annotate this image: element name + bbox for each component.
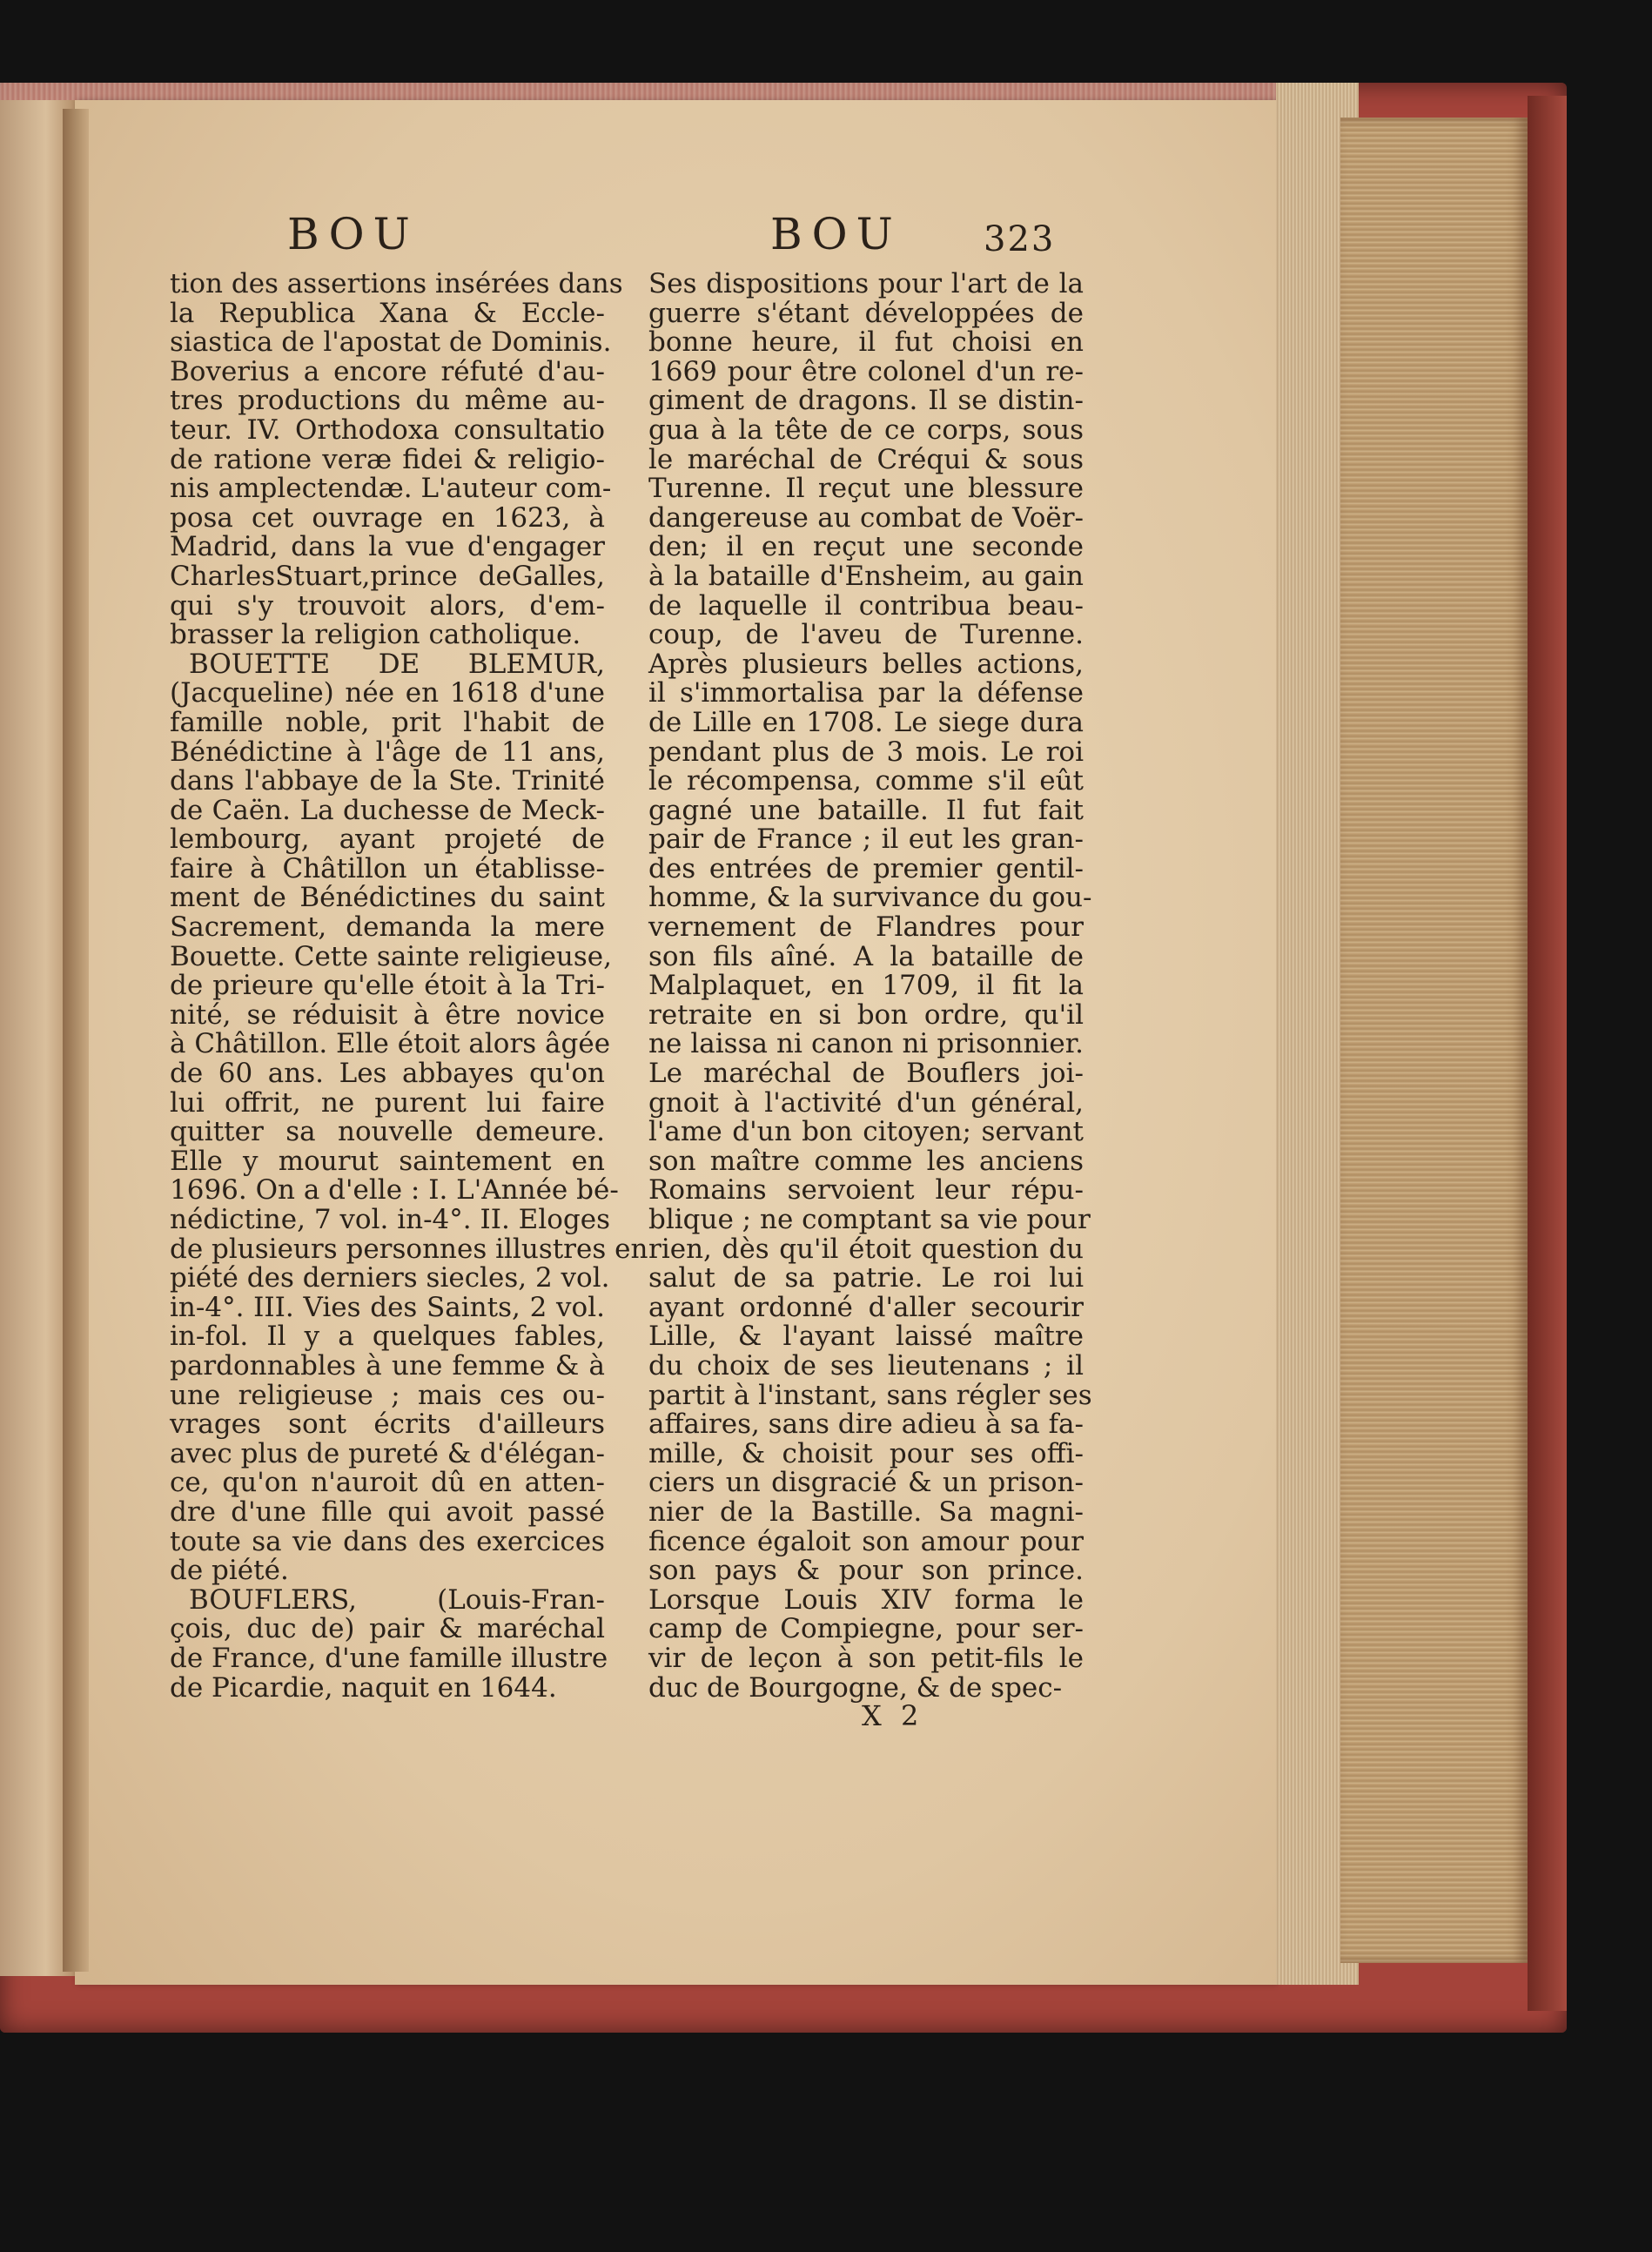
text-line: gua à la tête de ce corps, sous — [648, 413, 1084, 446]
text-line: ficence égaloit son amour pour — [648, 1525, 1084, 1557]
text-line: camp de Compiegne, pour ser- — [648, 1613, 1084, 1645]
text-line: partit à l'instant, sans régler ses — [648, 1379, 1092, 1411]
text-block-fore-edge — [1340, 118, 1528, 1963]
text-line: du choix de ses lieutenans ; il — [648, 1349, 1084, 1381]
text-line: Ses dispositions pour l'art de la — [648, 268, 1084, 299]
text-line: nité, se réduisit à être novice — [170, 998, 605, 1031]
text-line: gagné une bataille. Il fut fait — [648, 794, 1084, 826]
text-line: tres productions du même au- — [170, 385, 605, 417]
text-line: vir de leçon à son petit-fils le — [648, 1642, 1084, 1674]
text-line: affaires, sans dire adieu à sa fa- — [648, 1408, 1084, 1441]
text-line: de Caën. La duchesse de Meck- — [170, 794, 605, 826]
text-line: de 60 ans. Les abbayes qu'on — [170, 1058, 605, 1090]
text-line: dangereuse au combat de Voër- — [648, 501, 1084, 534]
text-line: blique ; ne comptant sa vie pour — [648, 1204, 1091, 1235]
text-line: 1669 pour être colonel d'un re- — [648, 355, 1084, 387]
text-line: mille, & choisit pour ses offi- — [648, 1437, 1084, 1469]
text-line: son fils aîné. A la bataille de — [648, 940, 1084, 972]
text-line: ciers un disgracié & un prison- — [648, 1467, 1084, 1499]
text-line: duc de Bourgogne, & de spec- — [648, 1671, 1063, 1704]
left-text-column — [170, 268, 648, 1704]
running-head-right: BOU — [770, 209, 902, 259]
text-line: Lille, & l'ayant laissé maître — [648, 1321, 1084, 1353]
text-line: retraite en si bon ordre, qu'il — [648, 998, 1084, 1031]
cover-board-edge — [1528, 96, 1567, 2011]
text-line: il s'immortalisa par la défense — [648, 677, 1084, 709]
page-gutter — [63, 109, 89, 1972]
text-line: de laquelle il contribua beau- — [648, 589, 1084, 622]
text-line: posa cet ouvrage en 1623, à — [170, 501, 605, 534]
text-line: le maréchal de Créqui & sous — [648, 443, 1084, 475]
text-line: Après plusieurs belles actions, — [648, 648, 1084, 680]
text-line: ayant ordonné d'aller secourir — [648, 1291, 1084, 1323]
text-line: ce, qu'on n'auroit dû en atten- — [170, 1467, 605, 1499]
text-line: Madrid, dans la vue d'engager — [170, 531, 605, 563]
text-line: pendant plus de 3 mois. Le roi — [648, 736, 1084, 768]
text-line: dre d'une fille qui avoit passé — [170, 1496, 605, 1528]
text-line: guerre s'étant développées de — [648, 297, 1084, 329]
text-line: la Republica Xana & Eccle- — [170, 297, 605, 329]
page-number: 323 — [984, 219, 1056, 259]
text-line: nis amplectendæ. L'auteur com- — [170, 473, 612, 505]
text-line: avec plus de pureté & d'élégan- — [170, 1437, 605, 1469]
text-line: Turenne. Il reçut une blessure — [648, 473, 1084, 505]
text-line: de piété. — [170, 1555, 289, 1587]
text-line: des entrées de premier gentil- — [648, 852, 1084, 884]
right-text-column — [648, 268, 1092, 1704]
text-line: son maître comme les anciens — [648, 1145, 1084, 1177]
text-line: l'ame d'un bon citoyen; servant — [648, 1116, 1084, 1148]
signature-mark: X 2 — [862, 1699, 924, 1732]
text-line: famille noble, prit l'habit de — [170, 706, 605, 738]
text-line: une religieuse ; mais ces ou- — [170, 1379, 605, 1411]
text-line: teur. IV. Orthodoxa consultatio — [170, 413, 605, 446]
text-line: in-4°. III. Vies des Saints, 2 vol. — [170, 1291, 605, 1323]
text-line: CharlesStuart,prince deGalles, — [170, 560, 605, 592]
text-line: piété des derniers siecles, 2 vol. — [170, 1262, 610, 1294]
text-line: lembourg, ayant projeté de — [170, 823, 605, 856]
text-line: de ratione veræ fidei & religio- — [170, 443, 605, 475]
text-line: coup, de l'aveu de Turenne. — [648, 619, 1084, 651]
text-line: brasser la religion catholique. — [170, 619, 581, 651]
text-line: Bouette. Cette sainte religieuse, — [170, 940, 613, 972]
text-line: Le maréchal de Bouflers joi- — [648, 1058, 1084, 1090]
text-line: rien, dès qu'il étoit question du — [648, 1233, 1084, 1265]
text-line: de France, d'une famille illustre — [170, 1642, 608, 1674]
text-line: vrages sont écrits d'ailleurs — [170, 1408, 605, 1441]
text-line: de prieure qu'elle étoit à la Tri- — [170, 970, 605, 1002]
text-line: de Picardie, naquit en 1644. — [170, 1671, 557, 1704]
text-line: Boverius a encore réfuté d'au- — [170, 355, 605, 387]
text-line: pair de France ; il eut les gran- — [648, 823, 1084, 856]
text-line: le récompensa, comme s'il eût — [648, 765, 1084, 797]
text-line: toute sa vie dans des exercices — [170, 1525, 605, 1557]
text-line: salut de sa patrie. Le roi lui — [648, 1262, 1084, 1294]
text-line: de Lille en 1708. Le siege dura — [648, 706, 1084, 738]
text-line: Romains servoient leur répu- — [648, 1174, 1084, 1207]
text-line: BOUFLERS, (Louis-Fran- — [189, 1583, 605, 1616]
text-line: homme, & la survivance du gou- — [648, 882, 1092, 914]
text-line: 1696. On a d'elle : I. L'Année bé- — [170, 1174, 619, 1207]
text-line: qui s'y trouvoit alors, d'em- — [170, 589, 605, 622]
text-line: Bénédictine à l'âge de 11 ans, — [170, 736, 605, 768]
text-line: BOUETTE DE BLEMUR, — [189, 648, 605, 680]
text-line: ne laissa ni canon ni prisonnier. — [648, 1028, 1084, 1060]
running-head-left: BOU — [287, 209, 419, 259]
text-line: vernement de Flandres pour — [648, 911, 1084, 944]
text-line: son pays & pour son prince. — [648, 1555, 1084, 1587]
text-line: lui offrit, ne purent lui faire — [170, 1086, 605, 1119]
text-line: à la bataille d'Ensheim, au gain — [648, 560, 1084, 592]
text-line: nédictine, 7 vol. in-4°. II. Eloges — [170, 1204, 610, 1235]
text-line: pardonnables à une femme & à — [170, 1349, 605, 1381]
text-line: nier de la Bastille. Sa magni- — [648, 1496, 1084, 1528]
text-line: de plusieurs personnes illustres en — [170, 1233, 648, 1265]
text-line: faire à Châtillon un établisse- — [170, 852, 605, 884]
text-line: çois, duc de) pair & maréchal — [170, 1613, 605, 1645]
text-line: Elle y mourut saintement en — [170, 1145, 605, 1177]
text-line: bonne heure, il fut choisi en — [648, 326, 1084, 359]
text-line: Sacrement, demanda la mere — [170, 911, 605, 944]
text-line: gnoit à l'activité d'un général, — [648, 1086, 1084, 1119]
text-line: giment de dragons. Il se distin- — [648, 385, 1084, 417]
text-line: in-fol. Il y a quelques fables, — [170, 1321, 605, 1353]
text-line: quitter sa nouvelle demeure. — [170, 1116, 605, 1148]
text-line: tion des assertions insérées dans — [170, 268, 623, 299]
text-line: à Châtillon. Elle étoit alors âgée — [170, 1028, 611, 1060]
text-line: (Jacqueline) née en 1618 d'une — [170, 677, 605, 709]
text-line: Malplaquet, en 1709, il fit la — [648, 970, 1084, 1002]
text-line: ment de Bénédictines du saint — [170, 882, 605, 914]
text-line: dans l'abbaye de la Ste. Trinité — [170, 765, 605, 797]
text-line: siastica de l'apostat de Dominis. — [170, 326, 612, 359]
text-line: Lorsque Louis XIV forma le — [648, 1583, 1084, 1616]
text-line: den; il en reçut une seconde — [648, 531, 1084, 563]
